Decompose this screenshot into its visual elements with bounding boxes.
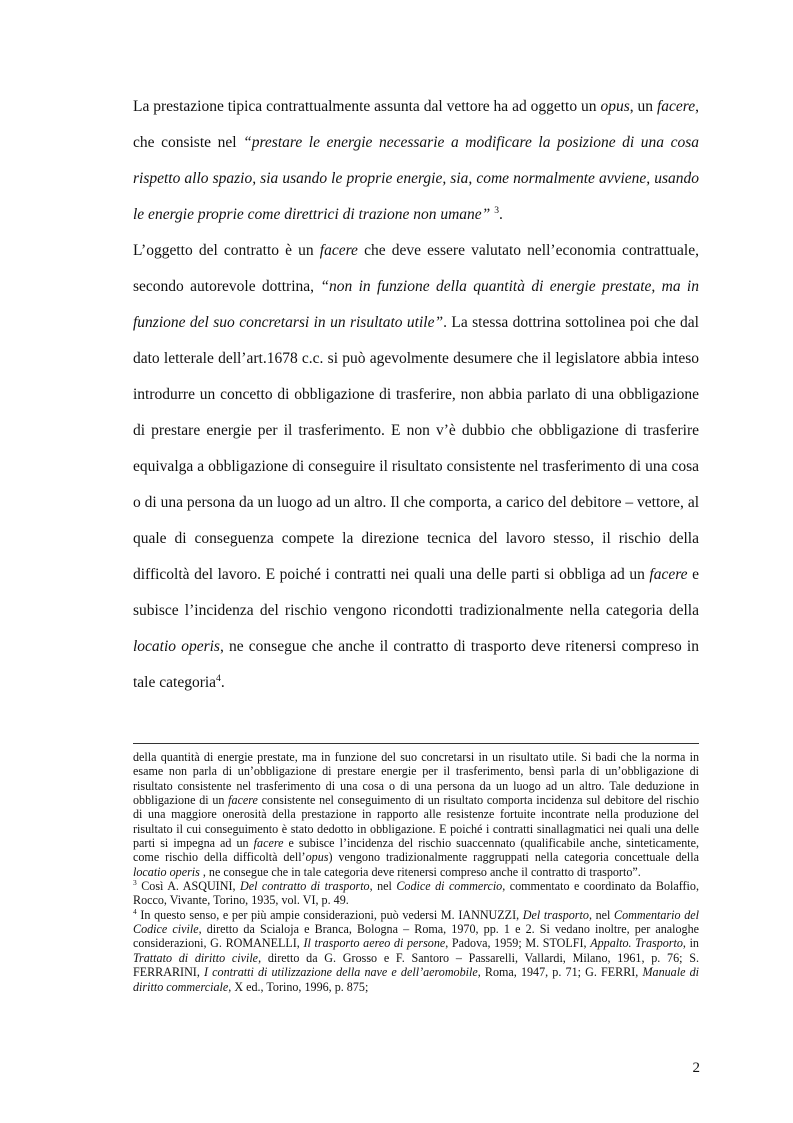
- italic-term: facere: [228, 793, 258, 808]
- page-number: 2: [692, 1060, 700, 1076]
- footnote-number: 4: [133, 906, 137, 916]
- text-run: Così A. ASQUINI,: [136, 879, 240, 894]
- italic-title: Del contratto di trasporto: [239, 879, 370, 894]
- paragraph-2: [133, 233, 699, 701]
- text-run: , Padova, 1959; M. STOLFI,: [445, 936, 591, 951]
- italic-term: facere: [319, 242, 358, 259]
- text-run: , commentato e coordinato da Bolaffio, Rocco, Vivante, Torino, 1935, vol. VI, p. 49.: [133, 879, 699, 908]
- text-run: , un: [629, 98, 657, 115]
- text-run: , diretto da G. Grosso e F. Santoro – Passarelli, Vallardi, Milano, 1961, p. 76; S. FERRARINI,: [133, 950, 699, 980]
- italic-term: opus: [600, 98, 630, 115]
- footnote-ref-3[interactable]: 3: [494, 204, 499, 216]
- text-run: .: [220, 674, 225, 691]
- italic-term: facere: [656, 98, 696, 115]
- text-run: , ne consegue che anche il contratto di trasporto deve ritenersi compreso in tale categoria: [133, 638, 699, 691]
- text-run: , X ed., Torino, 1996, p. 875;: [228, 979, 369, 994]
- italic-term: locatio operis: [133, 864, 200, 879]
- footnote-3: [133, 879, 699, 908]
- footnote-separator: [133, 743, 699, 744]
- italic-title: I contratti di utilizzazione della nave e dell’aeromobile: [204, 965, 478, 980]
- text-run: , ne consegue che in tale categoria deve ritenersi compreso anche il contratto di trasporto”.: [199, 864, 641, 879]
- text-run: , diretto da Scialoja e Branca, Bologna – Roma, 1970, pp. 1 e 2. Si vedano inoltre, per analoghe considerazioni, G. ROMANELLI,: [133, 922, 699, 951]
- italic-quote: “non in funzione della quantità di energie prestate, ma in funzione del suo concretarsi in un risultato utile”: [133, 278, 699, 331]
- text-run: e subisce l’incidenza del rischio vengono ricondotti tradizionalmente nella categoria della: [133, 566, 700, 619]
- italic-title: Trattato di diritto civile: [133, 950, 259, 965]
- text-run: .: [498, 206, 503, 223]
- italic-title: Codice di commercio: [396, 879, 503, 894]
- footnotes: [133, 750, 699, 994]
- footnote-continuation: [133, 750, 699, 879]
- text-run: , che consiste nel: [133, 98, 699, 151]
- text-run: , nel: [588, 907, 615, 922]
- italic-term: opus: [305, 850, 329, 865]
- text-run: , in: [682, 936, 699, 951]
- footnote-number: 3: [133, 878, 137, 888]
- italic-title: Manuale di diritto commerciale: [133, 965, 699, 994]
- paragraph-1: [133, 89, 699, 233]
- text-run: , nel: [369, 879, 397, 894]
- footnote-ref-4[interactable]: 4: [216, 672, 221, 684]
- text-run: consistente nel conseguimento di un risultato comporta incidenza sul debitore del rischio di una maggiore onerosità della prestazione in rapporto alle resistenze fortuite incontrate nella produzione del risultato il cui conseguimento è stato dedotto in obbligazione. E poiché i contratti sinallagmatici nei quali una delle parti si impegna ad un: [133, 793, 699, 851]
- italic-term: facere: [649, 566, 688, 583]
- text-run: La prestazione tipica contrattualmente assunta dal vettore ha ad oggetto un: [133, 98, 601, 115]
- italic-title: Il trasporto aereo di persone: [303, 936, 446, 951]
- text-run: che deve essere valutato nell’economia contrattuale, secondo autorevole dottrina,: [133, 242, 699, 295]
- italic-title: Commentario del Codice civile: [133, 907, 699, 937]
- text-run: . La stessa dottrina sottolinea poi che dal dato letterale dell’art.1678 c.c. si può agevolmente desumere che il legislatore abbia inteso introdurre un concetto di obbligazione di trasferire, non abbia parlato di una obbligazione di prestare energie per il trasferimento. E non v’è dubbio che obbligazione di trasferire equivalga a obbligazione di conseguire il risultato consistente nel trasferimento di una cosa o di una persona da un luogo ad un altro. Il che comporta, a carico del debitore – vettore, al quale di conseguenza compete la direzione tecnica del lavoro stesso, il rischio della difficoltà del lavoro. E poiché i contratti nei quali una delle parti si obbliga ad un: [133, 314, 699, 583]
- text-run: ) vengono tradizionalmente raggruppati nella categoria concettuale della: [328, 850, 699, 865]
- italic-title: Appalto. Trasporto: [590, 936, 683, 951]
- italic-title: Del trasporto: [522, 907, 589, 922]
- footnote-4: [133, 908, 699, 994]
- italic-term: facere: [253, 836, 284, 851]
- text-run: In questo senso, e per più ampie considerazioni, può vedersi M. IANNUZZI,: [136, 907, 523, 922]
- text-run: L’oggetto del contratto è un: [133, 242, 320, 259]
- italic-term: locatio operis: [133, 638, 220, 655]
- body-text: [133, 89, 699, 701]
- text-run: e subisce l’incidenza del rischio suaccennato (qualificabile anche, sinteticamente, come rischio della difficoltà dell’: [133, 836, 699, 865]
- text-run: della quantità di energie prestate, ma in funzione del suo concretarsi in un risultato utile. Si badi che la norma in esame non parla di un’obbligazione di prestare energie per il trasferimento, bensì parla di un’obbligazione di risultato consistente nel trasferimento di una cosa o di una persona da un luogo ad un altro. Tale deduzione in obbligazione di un: [133, 750, 699, 808]
- italic-quote: “prestare le energie necessarie a modificare la posizione di una cosa rispetto allo spazio, sia usando le proprie energie, sia, come normalmente avviene, usando le energie proprie come direttrici di trazione non umane”: [133, 134, 699, 223]
- text-run: , Roma, 1947, p. 71; G. FERRI,: [477, 965, 643, 980]
